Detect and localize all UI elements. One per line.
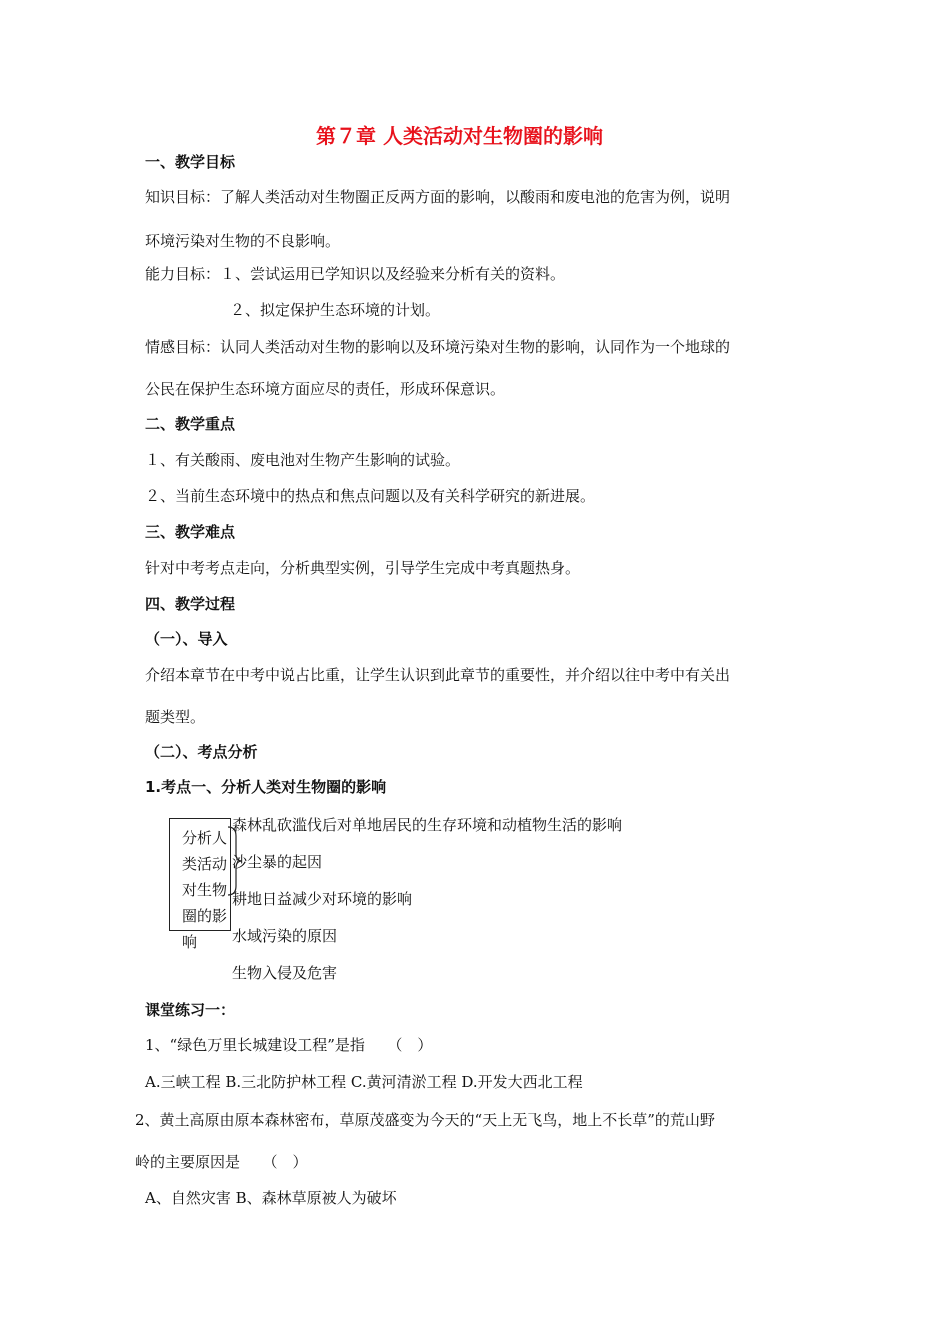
intro-line-2: 题类型。 xyxy=(145,708,206,726)
brace-icon xyxy=(226,826,244,896)
branch-item: 水域污染的原因 xyxy=(232,927,338,945)
branch-item: 森林乱砍滥伐后对单地居民的生存环境和动植物生活的影响 xyxy=(232,816,623,834)
question-2-line-1: 2、黄土高原由原本森林密布，草原茂盛变为今天的“天上无飞鸟，地上不长草”的荒山野 xyxy=(135,1111,715,1129)
knowledge-goal-line-2: 环境污染对生物的不良影响。 xyxy=(145,232,341,250)
branch-item: 耕地日益减少对环境的影响 xyxy=(232,890,413,908)
section-heading-difficulties: 三、教学难点 xyxy=(145,523,236,541)
knowledge-goal-line-1: 知识目标：了解人类活动对生物圈正反两方面的影响，以酸雨和废电池的危害为例，说明 xyxy=(145,188,731,206)
exam-point-1-heading: 1.考点一、分析人类对生物圈的影响 xyxy=(145,778,387,796)
question-2-options: A、自然灾害 B、森林草原被人为破坏 xyxy=(145,1189,397,1207)
intro-line-1: 介绍本章节在中考中说占比重，让学生认识到此章节的重要性，并介绍以往中考中有关出 xyxy=(145,666,731,684)
subheading-analysis: （二）、考点分析 xyxy=(145,743,258,761)
ability-goal-line-1: 能力目标：１、尝试运用已学知识以及经验来分析有关的资料。 xyxy=(145,265,566,283)
question-1-options: A.三峡工程 B.三北防护林工程 C.黄河清淤工程 D.开发大西北工程 xyxy=(145,1073,583,1091)
section-heading-key-points: 二、教学重点 xyxy=(145,415,236,433)
ability-goal-line-2: ２、拟定保护生态环境的计划。 xyxy=(230,301,441,319)
branch-item: 生物入侵及危害 xyxy=(232,964,338,982)
branch-item: 沙尘暴的起因 xyxy=(232,853,323,871)
concept-box: 分析人类活动对生物圈的影响 xyxy=(169,818,231,931)
question-1: 1、“绿色万里长城建设工程”是指 （ ） xyxy=(145,1036,433,1054)
emotion-goal-line-2: 公民在保护生态环境方面应尽的责任，形成环保意识。 xyxy=(145,380,506,398)
subheading-intro: （一）、导入 xyxy=(145,630,228,648)
question-2-line-2: 岭的主要原因是 （ ） xyxy=(135,1153,308,1171)
key-point-1: １、有关酸雨、废电池对生物产生影响的试验。 xyxy=(145,451,461,469)
page-title: 第７章 人类活动对生物圈的影响 xyxy=(316,124,603,148)
difficulty-text: 针对中考考点走向，分析典型实例，引导学生完成中考真题热身。 xyxy=(145,559,581,577)
section-heading-process: 四、教学过程 xyxy=(145,595,236,613)
emotion-goal-line-1: 情感目标：认同人类活动对生物的影响以及环境污染对生物的影响，认同作为一个地球的 xyxy=(145,338,731,356)
section-heading-objectives: 一、教学目标 xyxy=(145,153,236,171)
exercise-heading: 课堂练习一： xyxy=(145,1001,236,1019)
key-point-2: ２、当前生态环境中的热点和焦点问题以及有关科学研究的新进展。 xyxy=(145,487,596,505)
